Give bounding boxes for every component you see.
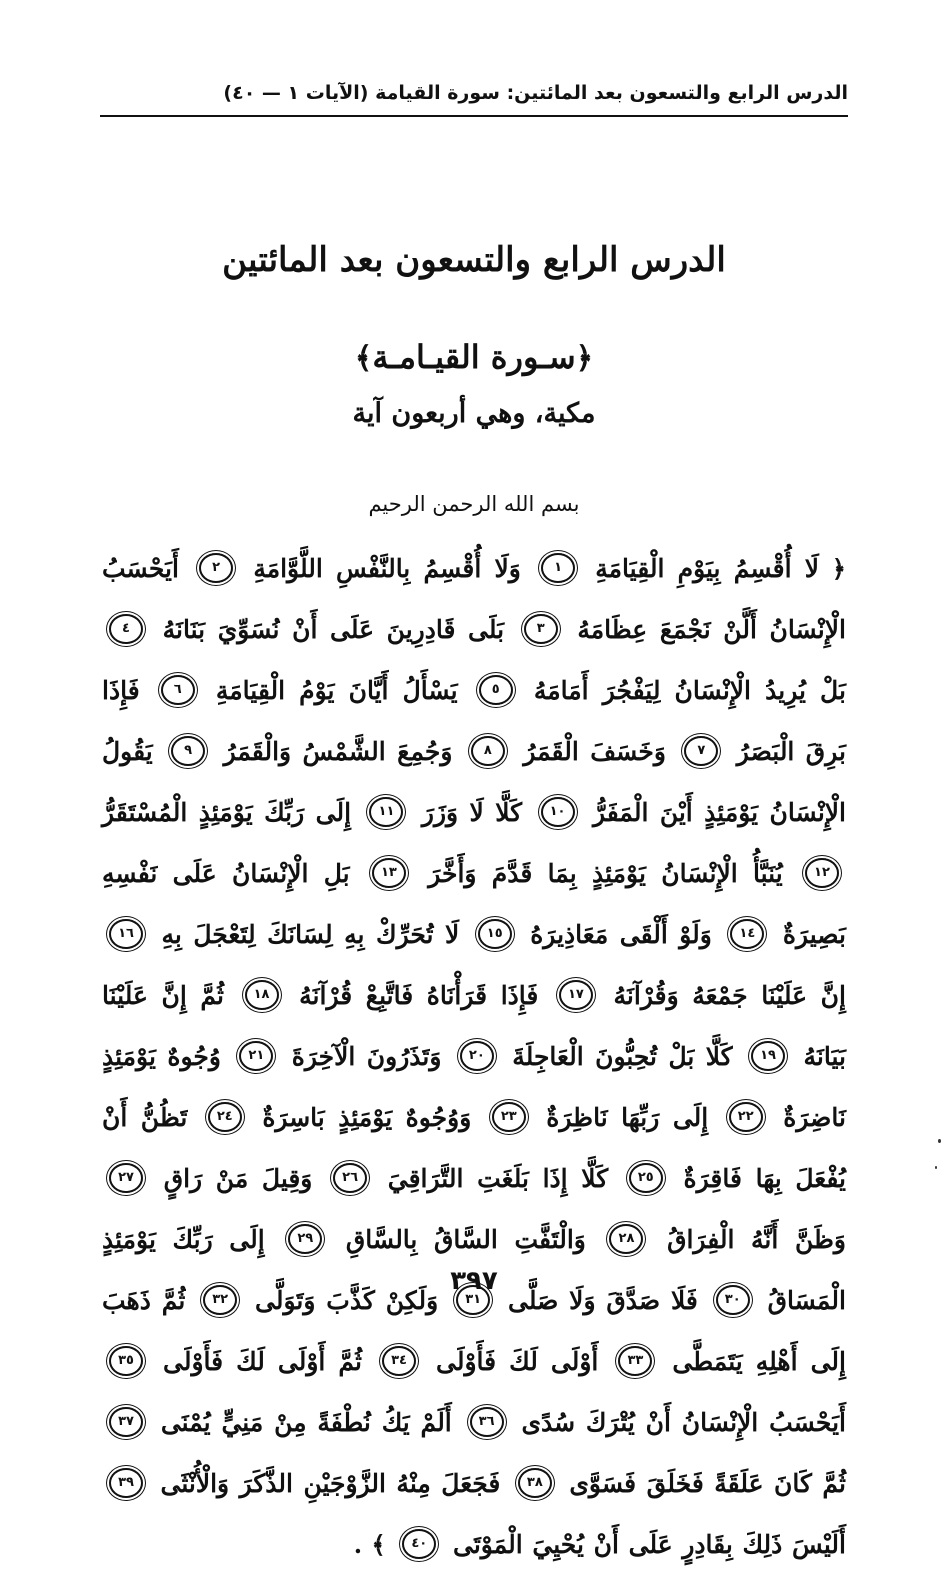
verse-text: فَإِذَا قَرَأْنَاهُ فَاتَّبِعْ قُرْآنَهُ <box>299 981 539 1010</box>
ayah-number-marker: ٣ <box>524 614 558 644</box>
surah-name: سـورة القيـامـة <box>372 338 576 376</box>
verse-text: وَلَا أُقْسِمُ بِالنَّفْسِ اللَّوَّامَةِ <box>253 554 521 583</box>
ayah-number-marker: ٢١ <box>239 1041 273 1071</box>
ayah-number-marker: ٢ <box>199 553 233 583</box>
verse-text: فَلَا صَدَّقَ وَلَا صَلَّى <box>507 1286 698 1315</box>
ayah-number-marker: ١٤ <box>730 919 764 949</box>
ayah-number-marker: ٢٠ <box>460 1041 494 1071</box>
verse-text: كَلَّا بَلْ تُحِبُّونَ الْعَاجِلَةَ <box>512 1042 733 1071</box>
verse-text: أَلَمْ يَكُ نُطْفَةً مِنْ مَنِيٍّ يُمْنَى <box>160 1408 452 1437</box>
verse-text: ثُمَّ إِنَّ عَلَيْنَا بَيَانَهُ <box>102 981 846 1071</box>
ayah-number-marker: ٥ <box>479 675 513 705</box>
ayah-number-marker: ١٧ <box>559 980 593 1010</box>
ayah-number-marker: ٢٢ <box>729 1102 763 1132</box>
verse-text: بَلْ يُرِيدُ الْإِنْسَانُ لِيَفْجُرَ أَمَامَهُ <box>533 676 846 705</box>
verse-text: لَا تُحَرِّكْ بِهِ لِسَانَكَ لِتَعْجَلَ بِهِ <box>161 920 460 949</box>
ornate-bracket-close: ﴾ <box>354 341 373 376</box>
verse-text: إِلَى رَبِّكَ يَوْمَئِذٍ الْمُسْتَقَرُّ <box>102 798 352 827</box>
verse-text: وَوُجُوهٌ يَوْمَئِذٍ بَاسِرَةٌ <box>262 1103 472 1132</box>
ayah-number-marker: ١٢ <box>805 858 839 888</box>
verse-text: وَظَنَّ أَنَّهُ الْفِرَاقُ <box>667 1225 846 1254</box>
lesson-title: الدرس الرابع والتسعون بعد المائتين <box>222 240 726 280</box>
verse-text: وَلَكِنْ كَذَّبَ وَتَوَلَّى <box>255 1286 439 1315</box>
verse-text: ثُمَّ ذَهَبَ إِلَى أَهْلِهِ يَتَمَطَّى <box>102 1286 846 1376</box>
ayah-number-marker: ١٥ <box>478 919 512 949</box>
ayah-number-marker: ٢٧ <box>109 1163 143 1193</box>
ayah-number-marker: ٣٤ <box>382 1346 416 1376</box>
verse-text: أَيَحْسَبُ الْإِنْسَانُ أَلَّنْ نَجْمَعَ عِظَامَهُ <box>102 554 846 644</box>
verse-text: تَظُنُّ أَنْ يُفْعَلَ بِهَا فَاقِرَةٌ <box>102 1103 846 1193</box>
scan-speck <box>938 1139 941 1143</box>
verse-text: يُنَبَّأُ الْإِنْسَانُ يَوْمَئِذٍ بِمَا قَدَّمَ وَأَخَّرَ <box>428 859 783 888</box>
verse-text: فَجَعَلَ مِنْهُ الزَّوْجَيْنِ الذَّكَرَ وَالْأُنْثَى <box>160 1469 501 1498</box>
ayah-number-marker: ٩ <box>171 736 205 766</box>
ayah-number-marker: ٣٢ <box>203 1285 237 1315</box>
surah-title <box>100 338 848 376</box>
ayah-number-marker: ١٩ <box>751 1041 785 1071</box>
ayah-number-marker: ٤٠ <box>402 1529 436 1559</box>
verse-text: إِلَى رَبِّكَ يَوْمَئِذٍ الْمَسَاقُ <box>102 1225 846 1315</box>
verse-text: وَقِيلَ مَنْ رَاقٍ <box>163 1164 313 1193</box>
verse-text: ثُمَّ أَوْلَى لَكَ فَأَوْلَى <box>163 1347 362 1376</box>
verse-text: أَيَحْسَبُ الْإِنْسَانُ أَنْ يُتْرَكَ سُدًى <box>521 1408 846 1437</box>
basmala: بسم الله الرحمن الرحيم <box>368 492 580 516</box>
ayah-number-marker: ٣٩ <box>109 1468 143 1498</box>
verse-text: بَلَى قَادِرِينَ عَلَى أَنْ نُسَوِّيَ بَنَانَهُ <box>162 615 505 644</box>
verse-text: كَلَّا إِذَا بَلَغَتِ التَّرَاقِيَ <box>387 1164 609 1193</box>
ayah-number-marker: ١٣ <box>372 858 406 888</box>
ayah-number-marker: ١٠ <box>541 797 575 827</box>
quran-bracket-open: ﴿ <box>819 554 846 583</box>
ayah-number-marker: ٣١ <box>456 1285 490 1315</box>
verse-text: إِنَّ عَلَيْنَا جَمْعَهُ وَقُرْآنَهُ <box>613 981 846 1010</box>
ayah-number-marker: ٣٣ <box>618 1346 652 1376</box>
page-number: ٣٩٧ <box>450 1266 498 1296</box>
running-header: الدرس الرابع والتسعون بعد المائتين: سورة القيامة (الآيات ١ — ٤٠) <box>223 82 848 104</box>
ayah-number-marker: ٣٧ <box>109 1407 143 1437</box>
ayah-number-marker: ١ <box>541 553 575 583</box>
ayah-number-marker: ٦ <box>161 675 195 705</box>
ayah-number-marker: ١٨ <box>245 980 279 1010</box>
quran-bracket-close: ﴾ . <box>353 1530 386 1559</box>
ayah-number-marker: ٤ <box>109 614 143 644</box>
verse-text: وَلَوْ أَلْقَى مَعَاذِيرَهُ <box>530 920 712 949</box>
verse-text: وَجُمِعَ الشَّمْسُ وَالْقَمَرُ <box>223 737 453 766</box>
ayah-number-marker: ٢٤ <box>208 1102 242 1132</box>
verse-text: وَتَذَرُونَ الْآخِرَةَ <box>291 1042 442 1071</box>
verse-text: وُجُوهٌ يَوْمَئِذٍ نَاضِرَةٌ <box>102 1042 846 1132</box>
verse-text: بَلِ الْإِنْسَانُ عَلَى نَفْسِهِ بَصِيرَةٌ <box>102 859 846 949</box>
verse-text: لَا أُقْسِمُ بِيَوْمِ الْقِيَامَةِ <box>595 554 820 583</box>
header-rule <box>100 115 848 117</box>
ayah-number-marker: ٢٣ <box>492 1102 526 1132</box>
verse-text: أَلَيْسَ ذَلِكَ بِقَادِرٍ عَلَى أَنْ يُحْيِيَ الْمَوْتَى <box>453 1530 846 1559</box>
ayah-number-marker: ٢٨ <box>609 1224 643 1254</box>
surah-subtitle: مكية، وهي أربعون آية <box>352 398 596 429</box>
ayah-number-marker: ٧ <box>684 736 718 766</box>
verse-text: إِلَى رَبِّهَا نَاظِرَةٌ <box>546 1103 709 1132</box>
verse-text: وَخَسَفَ الْقَمَرُ <box>523 737 666 766</box>
verse-text: ثُمَّ كَانَ عَلَقَةً فَخَلَقَ فَسَوَّى <box>569 1469 846 1498</box>
ayah-number-marker: ٣٨ <box>518 1468 552 1498</box>
ayah-number-marker: ٢٦ <box>333 1163 367 1193</box>
ayah-number-marker: ٢٥ <box>629 1163 663 1193</box>
verse-text: أَوْلَى لَكَ فَأَوْلَى <box>436 1347 599 1376</box>
verses-block <box>102 538 846 1575</box>
verse-text: يَسْأَلُ أَيَّانَ يَوْمُ الْقِيَامَةِ <box>215 676 458 705</box>
verse-text: كَلَّا لَا وَزَرَ <box>421 798 523 827</box>
verse-text: فَإِذَا بَرِقَ الْبَصَرُ <box>102 676 846 766</box>
scan-speck <box>935 1166 937 1169</box>
ayah-number-marker: ٣٠ <box>716 1285 750 1315</box>
ayah-number-marker: ١١ <box>369 797 403 827</box>
verse-text: يَقُولُ الْإِنْسَانُ يَوْمَئِذٍ أَيْنَ الْمَفَرُّ <box>102 737 846 827</box>
ornate-bracket-open: ﴿ <box>575 341 594 376</box>
ayah-number-marker: ٣٥ <box>109 1346 143 1376</box>
ayah-number-marker: ٢٩ <box>288 1224 322 1254</box>
ayah-number-marker: ٨ <box>471 736 505 766</box>
verse-text: وَالْتَفَّتِ السَّاقُ بِالسَّاقِ <box>345 1225 586 1254</box>
ayah-number-marker: ٣٦ <box>470 1407 504 1437</box>
ayah-number-marker: ١٦ <box>109 919 143 949</box>
